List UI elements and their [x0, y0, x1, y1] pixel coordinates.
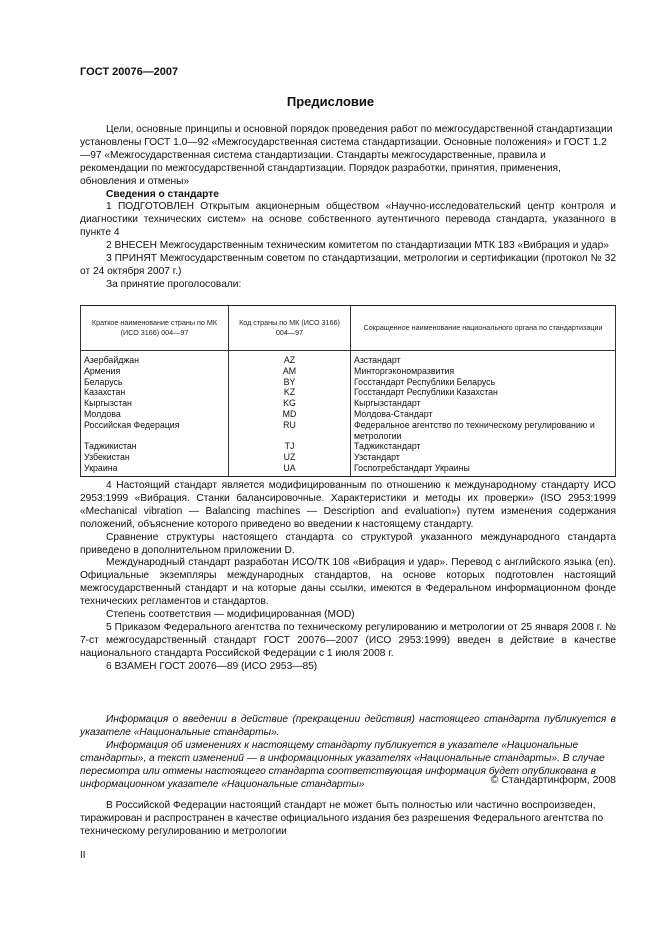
paragraph-3-vote: За принятие проголосовали:: [106, 278, 242, 290]
table-cell-code: UZ: [229, 452, 351, 463]
page-number: II: [80, 850, 86, 861]
disclaimer-paragraph: В Российской Федерации настоящий стандарт не может быть полностью или частично воспроизведен, тиражирован и распространен в качестве официального издания без разрешения Федерального агентства по техническому регулированию и метрологии: [80, 800, 604, 837]
table-row: [81, 351, 616, 366]
table-cell-code: KG: [229, 398, 351, 409]
table-cell-body: Госстандарт Республики Казахстан: [351, 387, 616, 398]
disclaimer-block: [80, 800, 616, 839]
table-row: [81, 441, 616, 452]
table-row: [81, 420, 616, 442]
table-cell-body: Минторгэкономразвития: [351, 366, 616, 377]
document-number: ГОСТ 20076—2007: [80, 66, 179, 78]
table-cell-country: Кыргызстан: [81, 398, 229, 409]
table-cell-body: Узстандарт: [351, 452, 616, 463]
page-title: Предисловие: [286, 94, 375, 109]
table-cell-country: Азербайджан: [81, 351, 229, 366]
table-cell-country: Беларусь: [81, 377, 229, 388]
table-cell-code: UA: [229, 463, 351, 476]
table-cell-body: Азстандарт: [351, 351, 616, 366]
table-header-code: Код страны по МК (ИСО 3166) 004—97: [229, 306, 351, 351]
foreword-block: [80, 124, 616, 292]
intro-paragraph: Цели, основные принципы и основной порядок проведения работ по межгосударственной стандартизации установлены ГОСТ 1.0—92 «Межгосударственная система стандартизации. Основные положения» и ГОСТ 1.2—97 «Межгосударственная система стандартизации. Стандарты межгосударственные, правила и рекомендации по межгосударственной стандартизации. Порядок разработки, принятия, применения, обновления и отмены»: [80, 124, 613, 187]
table-cell-country: Казахстан: [81, 387, 229, 398]
table-cell-country: Украина: [81, 463, 229, 476]
table-header-body: Сокращенное наименование национального органа по стандартизации: [351, 306, 616, 351]
paragraph-1: 1 ПОДГОТОВЛЕН Открытым акционерным обществом «Научно-исследовательский центр контроля и диагностики технических систем» на основе собственного аутентичного перевода стандарта, указанного в пункте 4: [80, 201, 616, 239]
table-cell-country: Молдова: [81, 409, 229, 420]
table-row: [81, 387, 616, 398]
countries-table: [80, 305, 616, 477]
table-row: [81, 452, 616, 463]
table-cell-body: Таджикстандарт: [351, 441, 616, 452]
note-introduction: Информация о введении в действие (прекращении действия) настоящего стандарта публикуется в указателе «Национальные стандарты».: [80, 714, 616, 738]
paragraph-4: 4 Настоящий стандарт является модифицированным по отношению к международному стандарту ИСО 2953:1999 «Вибрация. Станки балансировочные. Характеристики и методы их проверки» (ISO 2953:1999 «Mechanical vibration — Balancing machines — Description and evaluation») путем изменения содержания положений, объяснение которого приведено во введении к настоящему стандарту.: [80, 480, 616, 530]
copyright: © Стандартинформ, 2008: [490, 774, 616, 786]
table-cell-country: Армения: [81, 366, 229, 377]
table-row: [81, 377, 616, 388]
paragraph-6: 6 ВЗАМЕН ГОСТ 20076—89 (ИСО 2953—85): [106, 660, 318, 672]
table-cell-code: AZ: [229, 351, 351, 366]
table-cell-country: Таджикистан: [81, 441, 229, 452]
details-block: [80, 480, 616, 674]
paragraph-4-comparison: Сравнение структуры настоящего стандарта со структурой указанного международного стандарта приведено в дополнительном приложении D.: [80, 531, 616, 556]
table-cell-code: AM: [229, 366, 351, 377]
table-cell-body: Госстандарт Республики Беларусь: [351, 377, 616, 388]
table-cell-code: TJ: [229, 441, 351, 452]
table-cell-code: BY: [229, 377, 351, 388]
table-row: [81, 463, 616, 476]
note-changes: Информация об изменениях к настоящему стандарту публикуется в указателе «Национальные стандарты», а текст изменений — в информационных указателях «Национальные стандарты». В случае пересмотра или отмены настоящего стандарта соответствующая информация будет опубликована в информационном указателе «Национальные стандарты»: [80, 739, 605, 790]
info-heading: Сведения о стандарте: [106, 188, 219, 200]
table-row: [81, 409, 616, 420]
paragraph-5: 5 Приказом Федерального агентства по техническому регулированию и метрологии от 25 января 2008 г. № 7-ст межгосударственный стандарт ГОСТ 20076—2007 (ИСО 2953:1999) введен в действие в качестве национального стандарта Российской Федерации с 1 июля 2008 г.: [80, 621, 616, 659]
table-cell-code: KZ: [229, 387, 351, 398]
table-row: [81, 366, 616, 377]
table-cell-code: MD: [229, 409, 351, 420]
paragraph-2: 2 ВНЕСЕН Межгосударственным техническим комитетом по стандартизации МТК 183 «Вибрация и удар»: [106, 240, 609, 252]
table-row: [81, 398, 616, 409]
paragraph-4-degree: Степень соответствия — модифицированная (MOD): [106, 609, 355, 621]
table-cell-body: Госпотребстандарт Украины: [351, 463, 616, 476]
table-cell-country: Российская Федерация: [81, 420, 229, 442]
table-cell-body: Кыргызстандарт: [351, 398, 616, 409]
table-cell-body: Федеральное агентство по техническому регулированию и метрологии: [351, 420, 616, 442]
table-cell-country: Узбекистан: [81, 452, 229, 463]
paragraph-3: 3 ПРИНЯТ Межгосударственным советом по стандартизации, метрологии и сертификации (протокол № 32 от 24 октября 2007 г.): [80, 253, 616, 277]
table-header-row: [81, 306, 616, 351]
table-cell-code: RU: [229, 420, 351, 442]
table-cell-body: Молдова-Стандарт: [351, 409, 616, 420]
table-header-country: Краткое наименование страны по МК (ИСО 3166) 004—97: [81, 306, 229, 351]
paragraph-4-origin: Международный стандарт разработан ИСО/ТК 108 «Вибрация и удар». Перевод с английского языка (en). Официальные экземпляры международных стандартов, на основе которых подготовлен настоящий межгосударственный стандарт и на которые даны ссылки, имеются в Федеральном информационном фонде технических регламентов и стандартов.: [80, 557, 616, 608]
